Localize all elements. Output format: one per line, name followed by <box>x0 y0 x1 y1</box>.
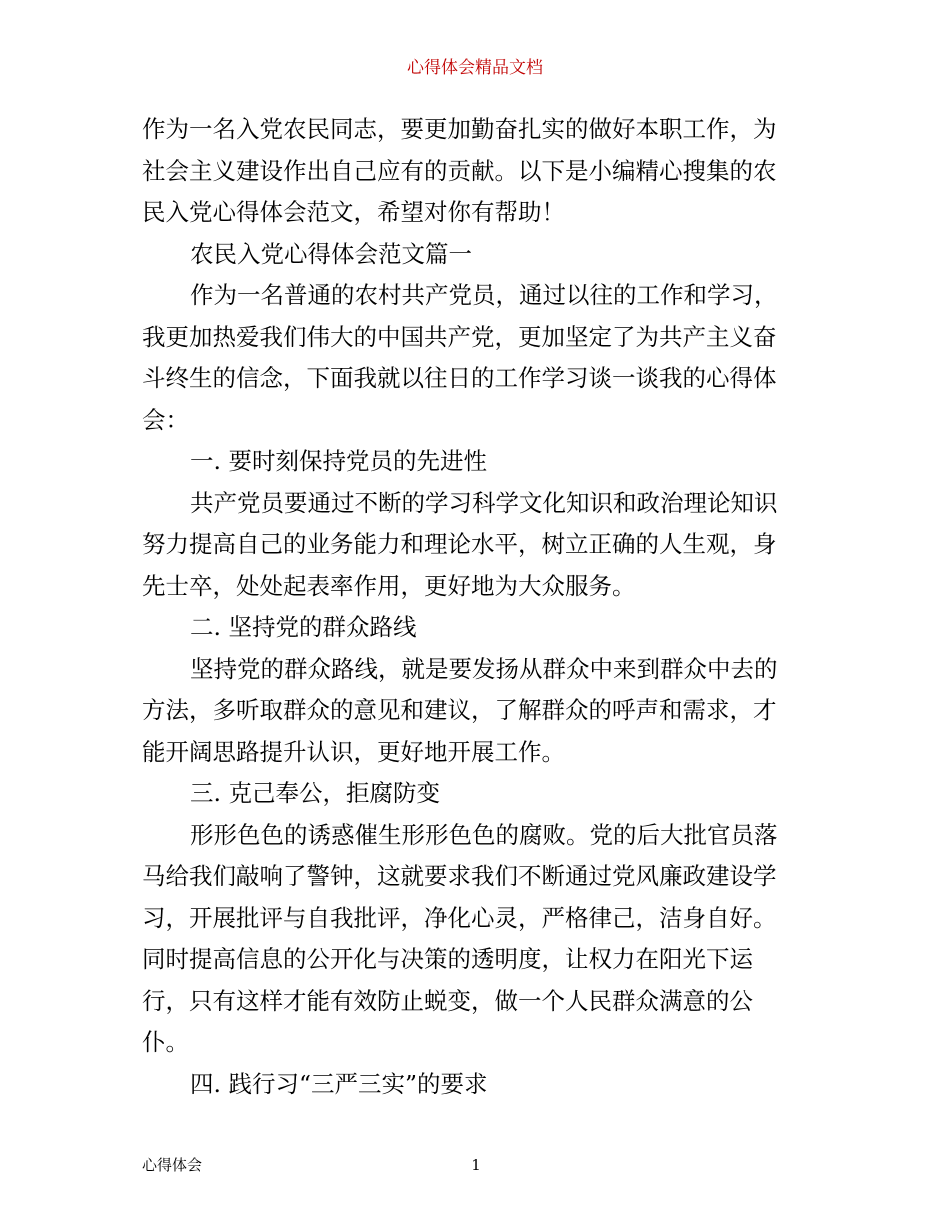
text-line: 方法，多听取群众的意见和建议，了解群众的呼声和需求，才 <box>142 696 777 724</box>
text-line: 仆。 <box>142 1028 189 1056</box>
text-line: 行，只有这样才能有效防止蜕变，做一个人民群众满意的公 <box>142 986 753 1015</box>
text-line: 先士卒，处处起表率作用，更好地为大众服务。 <box>142 571 636 600</box>
text-line: 能开阔思路提升认识，更好地开展工作。 <box>142 737 565 766</box>
text-line: 四. 践行习“三严三实”的要求 <box>190 1069 488 1098</box>
text-line: 形形色色的诱惑催生形形色色的腐败。党的后大批官员落 <box>190 820 778 849</box>
document-body <box>142 109 812 1105</box>
text-line: 会： <box>142 405 189 434</box>
text-line: 努力提高自己的业务能力和理论水平，树立正确的人生观，身 <box>142 530 777 558</box>
text-line: 作为一名入党农民同志，要更加勤奋扎实的做好本职工作，为 <box>142 115 777 143</box>
text-line: 一. 要时刻保持党员的先进性 <box>190 447 487 475</box>
text-line: 农民入党心得体会范文篇一 <box>190 239 472 268</box>
text-line: 民入党心得体会范文，希望对你有帮助！ <box>142 198 565 226</box>
text-line: 社会主义建设作出自己应有的贡献。以下是小编精心搜集的农 <box>142 156 777 185</box>
text-line: 同时提高信息的公开化与决策的透明度，让权力在阳光下运 <box>142 945 753 973</box>
text-line: 三. 克己奉公，拒腐防变 <box>190 779 440 807</box>
text-line: 斗终生的信念，下面我就以往日的工作学习谈一谈我的心得体 <box>142 364 777 392</box>
text-line: 我更加热爱我们伟大的中国共产党，更加坚定了为共产主义奋 <box>142 322 777 351</box>
text-line: 马给我们敲响了警钟，这就要求我们不断通过党风廉政建设学 <box>142 862 777 890</box>
text-line: 作为一名普通的农村共产党员，通过以往的工作和学习， <box>190 281 778 309</box>
page-header-title: 心得体会精品文档 <box>407 58 543 78</box>
text-line: 二. 坚持党的群众路线 <box>190 613 417 641</box>
footer-label: 心得体会 <box>142 1156 203 1174</box>
text-line: 共产党员要通过不断的学习科学文化知识和政治理论知识 <box>190 488 778 517</box>
text-line: 坚持党的群众路线，就是要发扬从群众中来到群众中去的 <box>190 654 778 683</box>
page-number: 1 <box>471 1156 481 1174</box>
text-line: 习，开展批评与自我批评，净化心灵，严格律己，洁身自好。 <box>142 903 777 932</box>
